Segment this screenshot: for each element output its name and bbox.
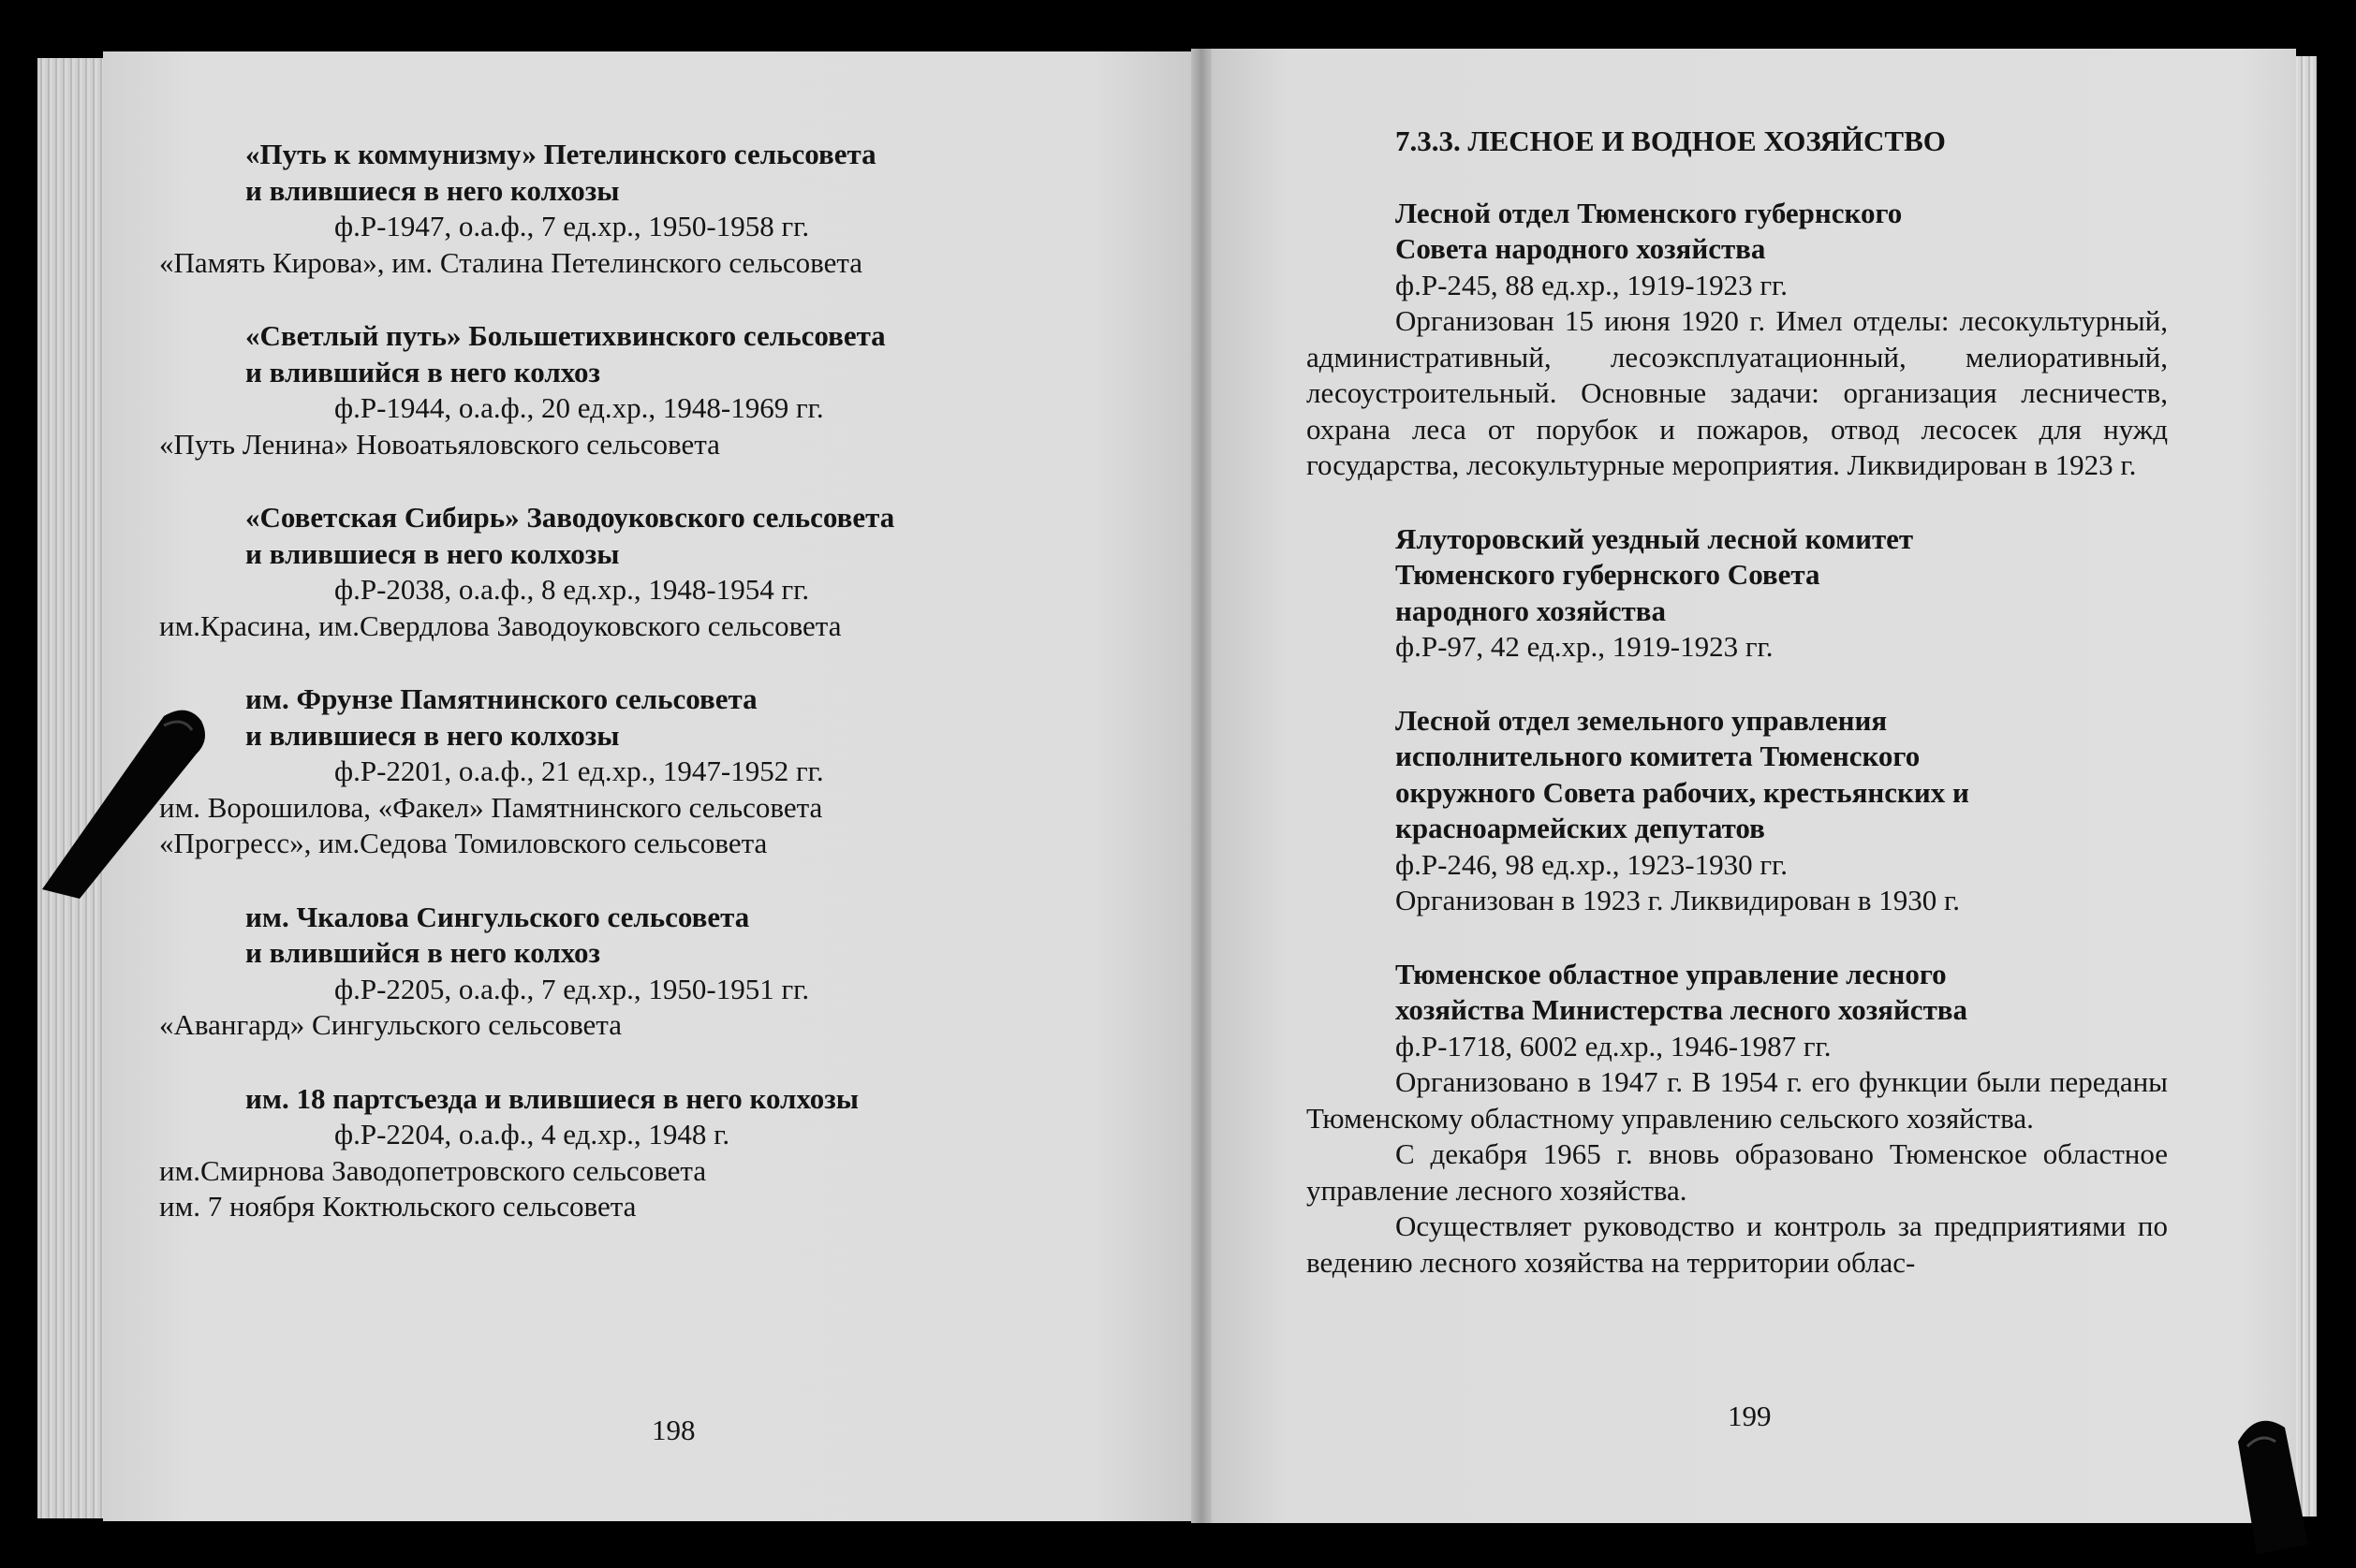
entry-title-line: и влившийся в него колхоз — [245, 355, 600, 388]
entry-paragraph: Организован в 1923 г. Ликвидирован в 1930 г. — [1395, 884, 1960, 916]
page-number-right: 199 — [1728, 1399, 1772, 1432]
entry-paragraph: Организован 15 июня 1920 г. Имел отделы: лесокультурный, административный, лесоэксплуатационный, мелиоративный, лесоустроительный. Основные задачи: организация лесничеств, охрана леса от порубок и пожаров, отвод лесосек для нужд государства, лесокультурные мероприятия. Ликвидирован в 1923 г. — [1306, 304, 2168, 481]
entry-title-line: им. 18 партсъезда и влившиеся в него колхозы — [245, 1081, 859, 1115]
archive-entry — [159, 318, 1069, 462]
entry-title-line: «Путь к коммунизму» Петелинского сельсовета — [245, 138, 876, 170]
archive-entry — [159, 500, 1069, 644]
right-page-text — [1306, 124, 2168, 1318]
entry-title-line: им. Фрунзе Памятнинского сельсовета — [245, 682, 758, 715]
entry-title-line: хозяйства Министерства лесного хозяйства — [1395, 993, 1968, 1026]
entry-fond: ф.Р-2204, о.а.ф., 4 ед.хр., 1948 г. — [334, 1118, 730, 1150]
entry-note: «Путь Ленина» Новоатьяловского сельсовета — [159, 427, 720, 461]
archive-entry — [1306, 957, 2168, 1282]
entry-fond: ф.Р-97, 42 ед.хр., 1919-1923 гг. — [1395, 630, 1774, 663]
entry-title-line: Тюменского губернского Совета — [1395, 558, 1820, 591]
entry-fond: ф.Р-246, 98 ед.хр., 1923-1930 гг. — [1395, 847, 1789, 881]
archive-entry — [1306, 703, 2168, 919]
entry-title-line: народного хозяйства — [1395, 593, 1666, 627]
entry-note: им. Ворошилова, «Факел» Памятнинского сельсовета — [159, 790, 823, 824]
entry-title-line: Совета народного хозяйства — [1395, 232, 1766, 265]
entry-note: «Прогресс», им.Седова Томиловского сельсовета — [159, 827, 768, 859]
book-gutter — [1191, 49, 1212, 1523]
archive-entry — [1306, 196, 2168, 484]
entry-title-line: «Советская Сибирь» Заводоуковского сельсовета — [245, 501, 895, 534]
entry-title-line: Тюменское областное управление лесного — [1395, 957, 1947, 990]
entry-note: «Память Кирова», им. Сталина Петелинского сельсовета — [159, 245, 863, 279]
bookmark-ribbon-right — [2219, 1404, 2350, 1554]
entry-title-line: и влившиеся в него колхозы — [245, 173, 620, 207]
entry-paragraph: Осуществляет руководство и контроль за предприятиями по ведению лесного хозяйства на территории облас- — [1306, 1209, 2168, 1279]
archive-entry — [159, 681, 1069, 862]
entry-fond: ф.Р-1944, о.а.ф., 20 ед.хр., 1948-1969 гг. — [334, 391, 824, 424]
entry-title-line: Лесной отдел Тюменского губернского — [1395, 196, 1903, 229]
entry-title-line: исполнительного комитета Тюменского — [1395, 740, 1921, 772]
entry-fond: ф.Р-1947, о.а.ф., 7 ед.хр., 1950-1958 гг. — [334, 210, 810, 242]
left-page-text — [159, 137, 1069, 1263]
entry-paragraph: С декабря 1965 г. вновь образовано Тюменское областное управление лесного хозяйства. — [1306, 1137, 2168, 1207]
right-entries — [1306, 196, 2168, 1282]
archive-entry — [159, 1081, 1069, 1225]
entry-title-line: и влившиеся в него колхозы — [245, 536, 620, 570]
entry-paragraph: Организовано в 1947 г. В 1954 г. его функции были переданы Тюменскому областному управлению сельского хозяйства. — [1306, 1065, 2168, 1135]
entry-fond: ф.Р-2205, о.а.ф., 7 ед.хр., 1950-1951 гг. — [334, 972, 810, 1005]
entry-title-line: красноармейских депутатов — [1395, 812, 1765, 844]
entry-title-line: окружного Совета рабочих, крестьянских и — [1395, 775, 1969, 809]
entry-note: «Авангард» Сингульского сельсовета — [159, 1008, 622, 1041]
entry-fond: ф.Р-245, 88 ед.хр., 1919-1923 гг. — [1395, 268, 1789, 301]
archive-entry — [159, 900, 1069, 1044]
entry-title-line: и влившиеся в него колхозы — [245, 718, 620, 752]
entry-fond: ф.Р-2038, о.а.ф., 8 ед.хр., 1948-1954 гг. — [334, 573, 810, 606]
archive-entry — [159, 137, 1069, 281]
bookmark-ribbon-left — [23, 697, 211, 903]
entry-title-line: им. Чкалова Сингульского сельсовета — [245, 900, 750, 933]
entry-title-line: и влившийся в него колхоз — [245, 936, 600, 969]
entry-note: им.Смирнова Заводопетровского сельсовета — [159, 1153, 707, 1187]
entry-fond: ф.Р-2201, о.а.ф., 21 ед.хр., 1947-1952 гг. — [334, 755, 824, 787]
entry-title-line: «Светлый путь» Большетихвинского сельсовета — [245, 319, 886, 352]
entry-title-line: Лесной отдел земельного управления — [1395, 703, 1888, 737]
section-title: 7.3.3. ЛЕСНОЕ И ВОДНОЕ ХОЗЯЙСТВО — [1395, 125, 1946, 157]
entry-fond: ф.Р-1718, 6002 ед.хр., 1946-1987 гг. — [1395, 1029, 1832, 1062]
entry-note: им. 7 ноября Коктюльского сельсовета — [159, 1190, 637, 1223]
page-number-left: 198 — [652, 1414, 696, 1446]
archive-entry — [1306, 521, 2168, 666]
entry-note: им.Красина, им.Свердлова Заводоуковского сельсовета — [159, 608, 842, 642]
entry-title-line: Ялуторовский уездный лесной комитет — [1395, 521, 1914, 555]
